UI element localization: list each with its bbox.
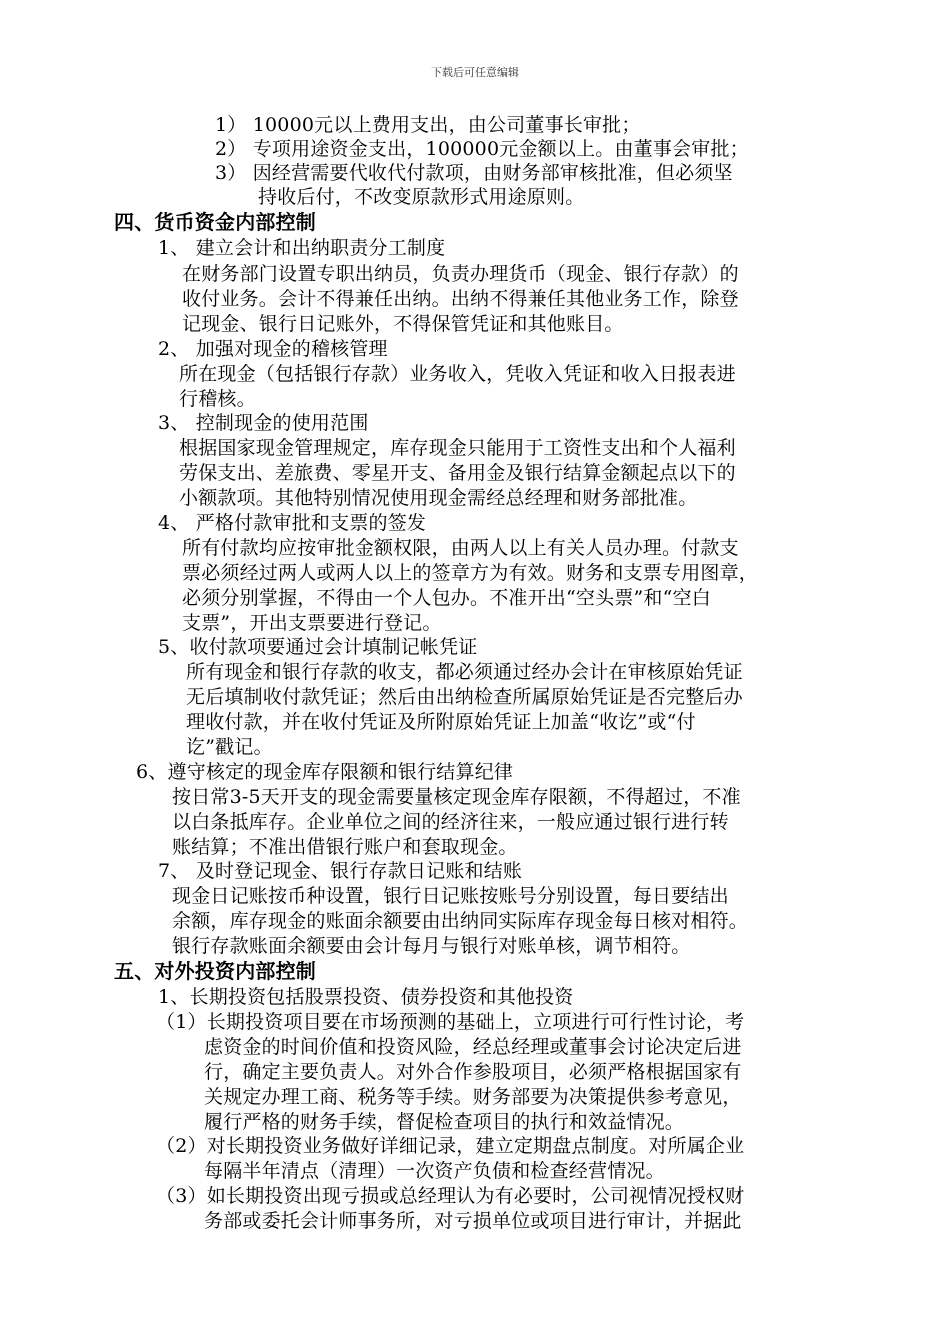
subheading-5: 5、收付款项要通过会计填制记帐凭证 <box>158 636 478 658</box>
paragraph-line: 收付业务。会计不得兼任出纳。出纳不得兼任其他业务工作，除登 <box>182 288 739 310</box>
paragraph-line: 余额，库存现金的账面余额要由出纳同实际库存现金每日核对相符。 <box>172 910 749 932</box>
paragraph-line: 劳保支出、差旅费、零星开支、备用金及银行结算金额起点以下的 <box>179 462 736 484</box>
section-heading-4: 四、货币资金内部控制 <box>114 210 316 234</box>
paragraph-line: 小额款项。其他特别情况使用现金需经总经理和财务部批准。 <box>179 487 698 509</box>
paragraph-line: 行稽核。 <box>179 388 256 410</box>
subheading-3: 3、 控制现金的使用范围 <box>158 412 369 434</box>
paragraph-line: 无后填制收付款凭证；然后由出纳检查所属原始凭证是否完整后办 <box>186 686 743 708</box>
paragraph-line: 票必须经过两人或两人以上的签章方为有效。财务和支票专用图章， <box>182 562 759 584</box>
numbered-item-2: （2）对长期投资业务做好详细记录，建立定期盘点制度。对所属企业 <box>156 1135 745 1157</box>
subheading-7: 7、 及时登记现金、银行存款日记账和结账 <box>158 860 523 882</box>
item-3-cont-line: 持收后付，不改变原款形式用途原则。 <box>258 186 585 208</box>
paragraph-line: 必须分别掌握，不得由一个人包办。不准开出“空头票”和“空白 <box>182 587 711 609</box>
numbered-item-3: （3）如长期投资出现亏损或总经理认为有必要时，公司视情况授权财 <box>156 1185 745 1207</box>
paragraph-line: 理收付款，并在收付凭证及所附原始凭证上加盖“收讫”或“付 <box>186 711 696 733</box>
paragraph-line: 每隔半年清点（清理）一次资产负债和检查经营情况。 <box>204 1160 665 1182</box>
paragraph-line: 根据国家现金管理规定，库存现金只能用于工资性支出和个人福利 <box>179 437 736 459</box>
section-heading-5: 五、对外投资内部控制 <box>114 959 316 983</box>
paragraph-line: 关规定办理工商、税务等手续。财务部要为决策提供参考意见， <box>204 1086 742 1108</box>
paragraph-line: 银行存款账面余额要由会计每月与银行对账单核，调节相符。 <box>172 935 691 957</box>
item-3-line: 3） 因经营需要代收代付款项，由财务部审核批准，但必须坚 <box>215 162 733 184</box>
item-2-line: 2） 专项用途资金支出，100000元金额以上。由董事会审批； <box>215 138 749 160</box>
item-1-line: 1） 10000元以上费用支出，由公司董事长审批； <box>215 114 641 136</box>
subheading-6: 6、遵守核定的现金库存限额和银行结算纪律 <box>136 761 514 783</box>
subheading-4: 4、 严格付款审批和支票的签发 <box>158 512 427 534</box>
paragraph-line: 现金日记账按币种设置，银行日记账按账号分别设置，每日要结出 <box>172 885 729 907</box>
paragraph-line: 所在现金（包括银行存款）业务收入，凭收入凭证和收入日报表进 <box>179 363 736 385</box>
paragraph-line: 账结算；不准出借银行账户和套取现金。 <box>172 836 518 858</box>
paragraph-line: 务部或委托会计师事务所，对亏损单位或项目进行审计，并据此 <box>204 1210 742 1232</box>
paragraph-line: 按日常3-5天开支的现金需要量核定现金库存限额，不得超过，不准 <box>172 786 741 808</box>
paragraph-line: 所有现金和银行存款的收支，都必须通过经办会计在审核原始凭证 <box>186 661 743 683</box>
paragraph-line: 在财务部门设置专职出纳员，负责办理货币（现金、银行存款）的 <box>182 263 739 285</box>
subheading-2: 2、 加强对现金的稽核管理 <box>158 338 388 360</box>
paragraph-line: 行，确定主要负责人。对外合作参股项目，必须严格根据国家有 <box>204 1061 742 1083</box>
paragraph-line: 支票”，开出支票要进行登记。 <box>182 612 442 634</box>
paragraph-line: 讫”戳记。 <box>186 736 273 758</box>
paragraph-line: 所有付款均应按审批金额权限，由两人以上有关人员办理。付款支 <box>182 537 739 559</box>
subheading-investment-1: 1、长期投资包括股票投资、债券投资和其他投资 <box>158 986 574 1008</box>
paragraph-line: 记现金、银行日记账外，不得保管凭证和其他账目。 <box>182 313 624 335</box>
numbered-item-1: （1）长期投资项目要在市场预测的基础上，立项进行可行性讨论，考 <box>156 1011 745 1033</box>
paragraph-line: 虑资金的时间价值和投资风险，经总经理或董事会讨论决定后进 <box>204 1036 742 1058</box>
subheading-1: 1、 建立会计和出纳职责分工制度 <box>158 237 446 259</box>
page-header: 下载后可任意编辑 <box>431 66 519 79</box>
paragraph-line: 履行严格的财务手续，督促检查项目的执行和效益情况。 <box>204 1111 685 1133</box>
paragraph-line: 以白条抵库存。企业单位之间的经济往来，一般应通过银行进行转 <box>172 811 729 833</box>
